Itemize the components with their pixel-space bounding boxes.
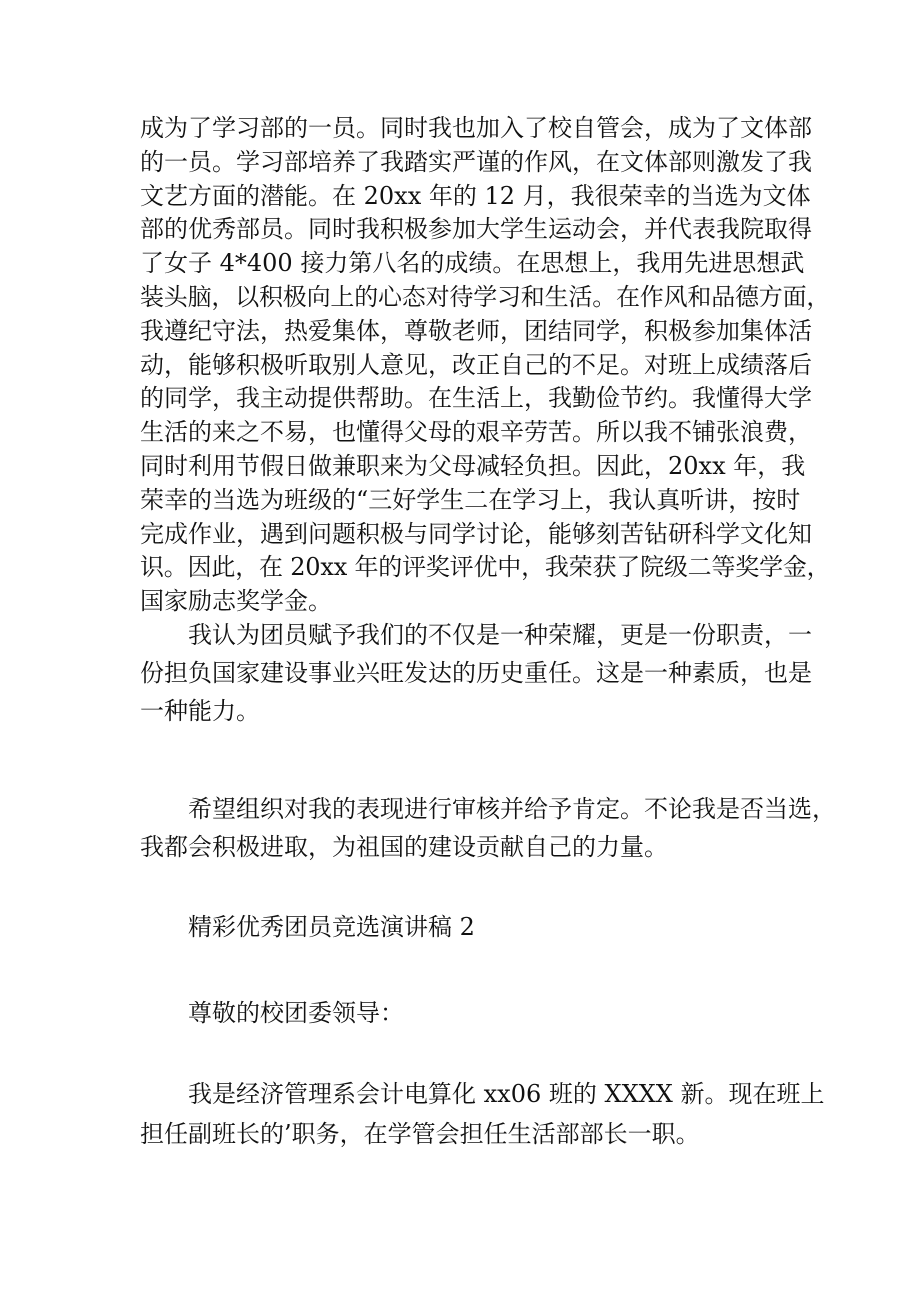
text-line: 我认为团员赋予我们的不仅是一种荣耀，更是一份职责，一	[188, 621, 812, 649]
salutation	[140, 994, 790, 1032]
text-line: 了女子 4*400 接力第八名的成绩。在思想上，我用先进思想武	[140, 249, 805, 278]
text-line: 份担负国家建设事业兴旺发达的历史重任。这是一种素质，也是	[140, 659, 812, 687]
text-line: 我遵纪守法，热爱集体，尊敬老师，团结同学，积极参加集体活	[140, 316, 812, 345]
section-heading	[140, 908, 790, 946]
text-line: 生活的来之不易，也懂得父母的艰辛劳苦。所以我不铺张浪费，	[140, 418, 812, 447]
heading-text: 精彩优秀团员竞选演讲稿 2	[188, 913, 475, 941]
text-line: 成为了学习部的一员。同时我也加入了校自管会，成为了文体部	[140, 114, 812, 142]
text-line: 希望组织对我的表现进行审核并给予肯定。不论我是否当选，	[188, 795, 836, 823]
text-line: 一种能力。	[140, 697, 260, 725]
text-line: 动，能够积极听取别人意见，改正自己的不足。对班上成绩落后	[140, 350, 812, 379]
paragraph-4	[140, 1074, 825, 1154]
salutation-text: 尊敬的校团委领导：	[188, 999, 404, 1027]
text-line: 担任副班长的’职务，在学管会担任生活部部长一职。	[140, 1120, 700, 1148]
paragraph-3	[140, 790, 836, 866]
text-line: 的一员。学习部培养了我踏实严谨的作风，在文体部则激发了我	[140, 147, 812, 176]
text-line: 我都会积极进取，为祖国的建设贡献自己的力量。	[140, 833, 668, 861]
paragraph-2	[140, 616, 812, 730]
text-line: 我是经济管理系会计电算化 xx06 班的 XXXX 新。现在班上	[188, 1080, 825, 1108]
text-line: 荣幸的当选为班级的“三好学生二在学习上，我认真听讲，按时	[140, 485, 801, 514]
paragraph-1	[140, 112, 831, 619]
text-line: 装头脑，以积极向上的心态对待学习和生活。在作风和品德方面，	[140, 282, 831, 311]
text-line: 国家励志奖学金。	[140, 587, 332, 616]
text-line: 的同学，我主动提供帮助。在生活上，我勤俭节约。我懂得大学	[140, 384, 812, 413]
text-line: 部的优秀部员。同时我积极参加大学生运动会，并代表我院取得	[140, 215, 812, 244]
text-line: 文艺方面的潜能。在 20xx 年的 12 月，我很荣幸的当选为文体	[140, 181, 811, 210]
text-line: 同时利用节假日做兼职来为父母减轻负担。因此，20xx 年，我	[140, 451, 806, 480]
text-line: 完成作业，遇到问题积极与同学讨论，能够刻苦钻研科学文化知	[140, 519, 812, 548]
text-line: 识。因此，在 20xx 年的评奖评优中，我荣获了院级二等奖学金，	[140, 553, 831, 582]
